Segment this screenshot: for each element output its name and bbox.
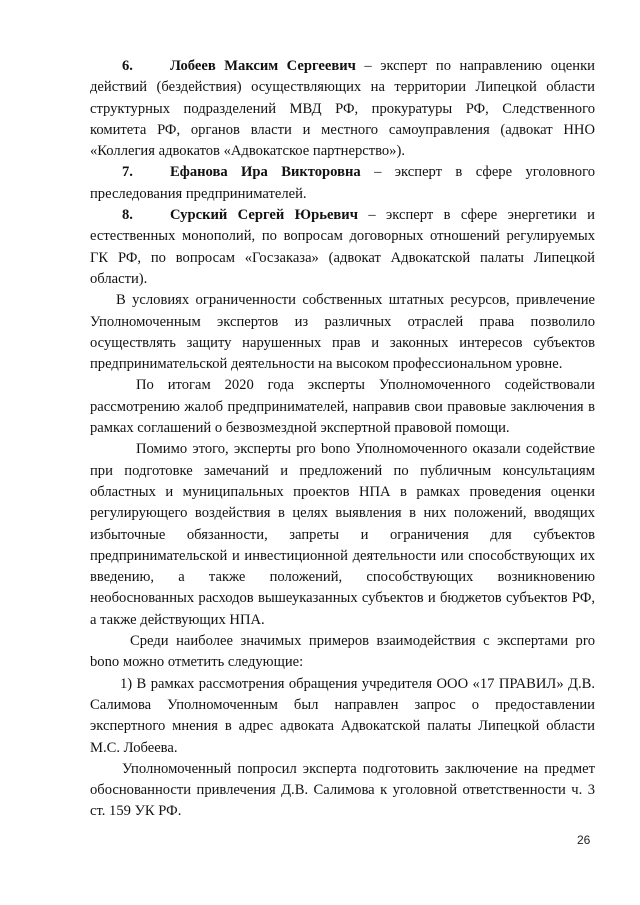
paragraph-resources: В условиях ограниченности собственных штатных ресурсов, привлечение Уполномоченным экспертов из различных отраслей права позволило осуществлять защиту нарушенных прав и законных интересов субъектов предпринимательской деятельности на высоком профессиональном уровне. [90,292,595,373]
paragraph-examples-intro: Среди наиболее значимых примеров взаимодействия с экспертами pro bono можно отметить следующие: [90,633,595,671]
expert-name: Сурский Сергей Юрьевич [170,207,358,224]
page-number: 26 [577,833,591,847]
paragraph-example-1: 1) В рамках рассмотрения обращения учредителя ООО «17 ПРАВИЛ» Д.В. Салимова Уполномоченным был направлен запрос о предоставлении экспертного мнения в адрес адвоката Адвокатской палаты Липецкой области М.С. Лобеева. [90,675,595,756]
expert-number: 6. [122,58,133,74]
expert-number: 7. [122,164,133,181]
expert-name: Лобеев Максим Сергеевич [170,58,356,74]
expert-item-lobeev [90,56,595,162]
expert-number: 8. [122,207,133,224]
paragraph-results-2020: По итогам 2020 года эксперты Уполномоченного содействовали рассмотрению жалоб предпринимателей, направив свои правовые заключения в рамках соглашений о безвозмездной экспертной правовой помощи. [90,377,595,437]
expert-item-sursky [90,205,595,290]
expert-description: – эксперт в сфере уголовного преследования предпринимателей. [90,164,595,202]
paragraph-expert-request: Уполномоченный попросил эксперта подготовить заключение на предмет обоснованности привлечения Д.В. Салимова к уголовной ответственности ч. 3 ст. 159 УК РФ. [90,760,595,820]
expert-name: Ефанова Ира Викторовна [170,164,361,181]
paragraph-pro-bono-consultations: Помимо этого, эксперты pro bono Уполномоченного оказали содействие при подготовке замечаний и предложений по публичным консультациям областных и муниципальных проектов НПА в рамках проведения оценки регулирующего воздействия в целях выявления в них положений, вводящих избыточные обязанности, запреты и ограничения для субъектов предпринимательской и инвестиционной деятельности или способствующих их введению, а также положений, способствующих возникновению необоснованных расходов вышеуказанных субъектов и бюджетов субъектов РФ, а также действующих НПА. [90,441,595,628]
document-page [90,56,595,823]
expert-description: – эксперт в сфере энергетики и естественных монополий, по вопросам договорных отношений регулируемых ГК РФ, по вопросам «Госзаказа» (адвокат Адвокатской палаты Липецкой области). [90,207,595,287]
expert-description: – эксперт по направлению оценки действий (бездействия) осуществляющих на территории Липецкой области структурных подразделений МВД РФ, прокуратуры РФ, Следственного комитета РФ, органов власти и местного самоуправления (адвокат ННО «Коллегия адвокатов «Адвокатское партнерство»). [90,58,595,160]
expert-item-efanova [90,162,595,205]
